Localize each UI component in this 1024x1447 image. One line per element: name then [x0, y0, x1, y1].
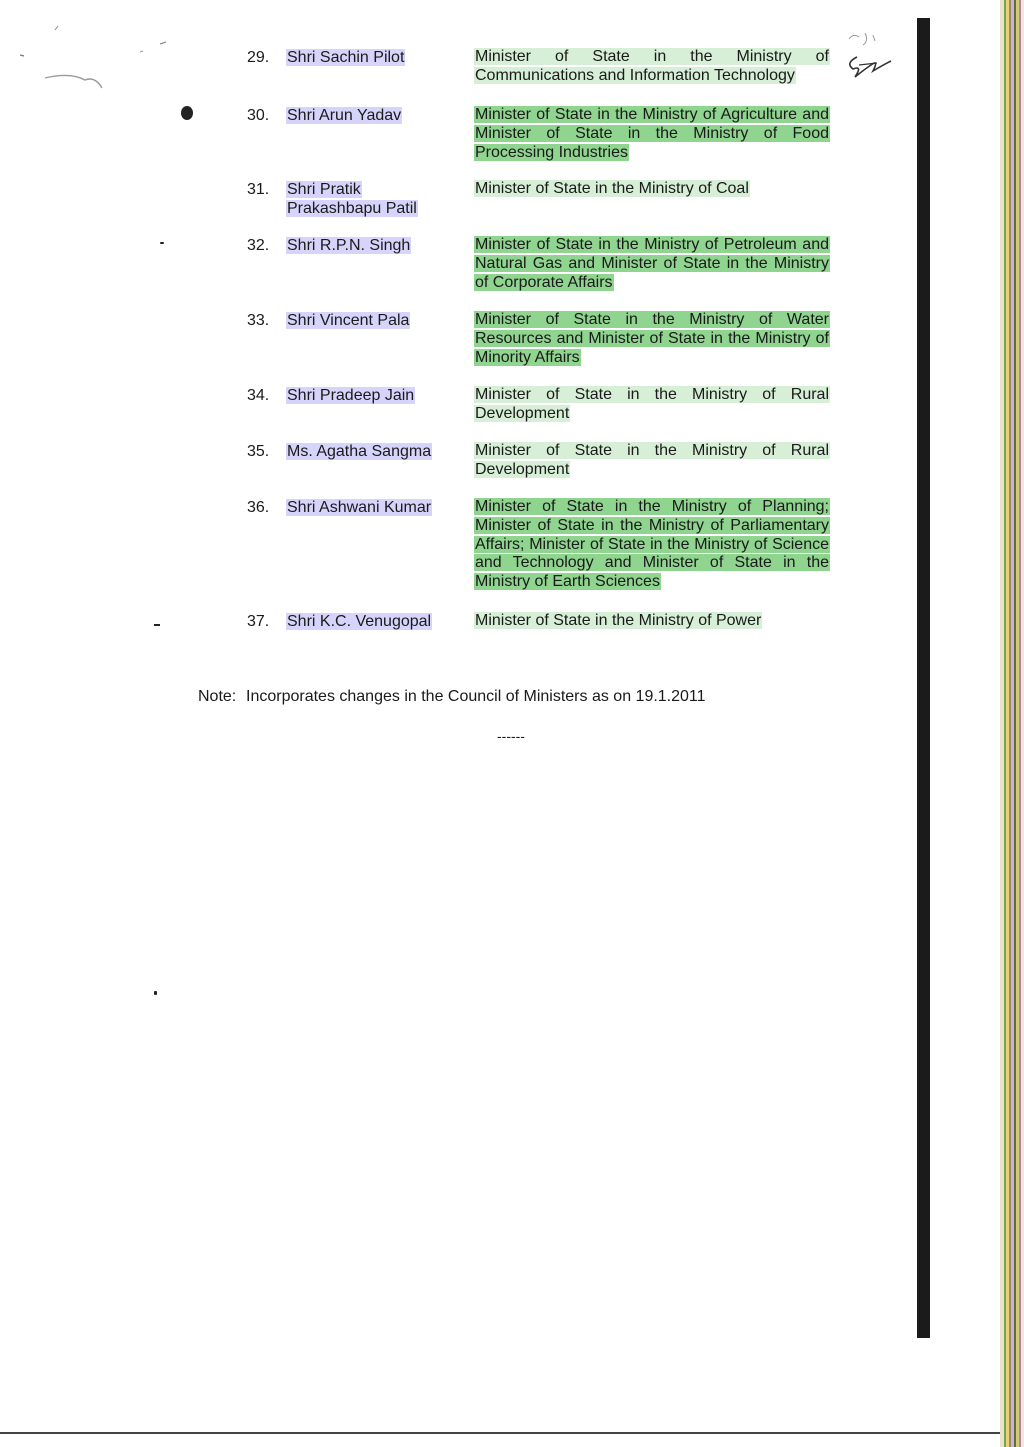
row-number: 33.	[247, 312, 270, 329]
name-line: Shri R.P.N. Singh	[287, 237, 411, 254]
minister-name	[286, 236, 451, 255]
portfolio-text	[474, 442, 830, 480]
portfolio-line: Minister of State in the Ministry of Rural Development	[475, 442, 829, 478]
row-number: 31.	[247, 181, 270, 198]
portfolio-text	[474, 612, 830, 631]
portfolio-line: Minister of State in the Ministry of Coal	[475, 180, 749, 197]
bottom-edge-line	[0, 1432, 1000, 1434]
ink-speck	[160, 242, 164, 244]
portfolio-line: Minister of State in the Ministry of Communications and Information Technology	[475, 48, 829, 84]
row-number: 36.	[247, 499, 270, 516]
row-number: 32.	[247, 237, 270, 254]
end-of-list-mark: ------	[497, 728, 525, 744]
name-line: Shri Sachin Pilot	[287, 49, 405, 66]
minister-name	[286, 612, 451, 631]
row-number: 35.	[247, 443, 270, 460]
portfolio-line: Minister of State in the Ministry of Water Resources and Minister of State in the Ministry of Minority Affairs	[475, 311, 829, 366]
portfolio-text	[474, 106, 830, 162]
name-line: Shri Pratik	[287, 181, 361, 198]
name-line: Prakashbapu Patil	[287, 200, 417, 217]
portfolio-line: Minister of State in the Ministry of Rural Development	[475, 386, 829, 422]
portfolio-text	[474, 498, 830, 592]
margin-scribble	[0, 0, 200, 110]
row-number: 29.	[247, 49, 270, 66]
ink-speck	[154, 624, 160, 626]
minister-name	[286, 386, 451, 405]
name-line: Ms. Agatha Sangma	[287, 443, 432, 460]
name-line: Shri K.C. Venugopal	[287, 613, 432, 630]
name-line: Shri Arun Yadav	[287, 107, 402, 124]
name-line: Shri Pradeep Jain	[287, 387, 415, 404]
footnote-text: Incorporates changes in the Council of Ministers as on 19.1.2011	[246, 688, 706, 705]
minister-name	[286, 48, 451, 67]
footnote-label: Note:	[198, 688, 237, 705]
margin-rule	[917, 18, 930, 1338]
minister-name	[286, 498, 451, 517]
row-number: 37.	[247, 613, 270, 630]
portfolio-text	[474, 180, 830, 199]
handwritten-initials	[835, 25, 905, 95]
name-line: Shri Ashwani Kumar	[287, 499, 432, 516]
portfolio-line: Minister of State in the Ministry of Petroleum and Natural Gas and Minister of State in the Ministry of Corporate Affairs	[475, 236, 829, 291]
portfolio-line: Minister of State in the Ministry of Planning; Minister of State in the Ministry of Parliamentary Affairs; Minister of State in the Ministry of Science and Technology and Minister of State in the Ministry of Earth Sciences	[475, 498, 829, 591]
row-number: 34.	[247, 387, 270, 404]
minister-name	[286, 442, 451, 461]
portfolio-line: Minister of State in the Ministry of Agriculture and Minister of State in the Ministry of Food Processing Industries	[475, 106, 829, 161]
portfolio-text	[474, 48, 830, 86]
portfolio-text	[474, 386, 830, 424]
footnote	[198, 687, 706, 706]
minister-name	[286, 106, 451, 125]
name-line: Shri Vincent Pala	[287, 312, 410, 329]
row-number: 30.	[247, 107, 270, 124]
ink-speck	[154, 991, 157, 995]
portfolio-text	[474, 311, 830, 367]
minister-name	[286, 180, 451, 218]
portfolio-line: Minister of State in the Ministry of Power	[475, 612, 762, 629]
portfolio-text	[474, 236, 830, 292]
minister-name	[286, 311, 451, 330]
scan-edge-stripes	[1000, 0, 1024, 1447]
